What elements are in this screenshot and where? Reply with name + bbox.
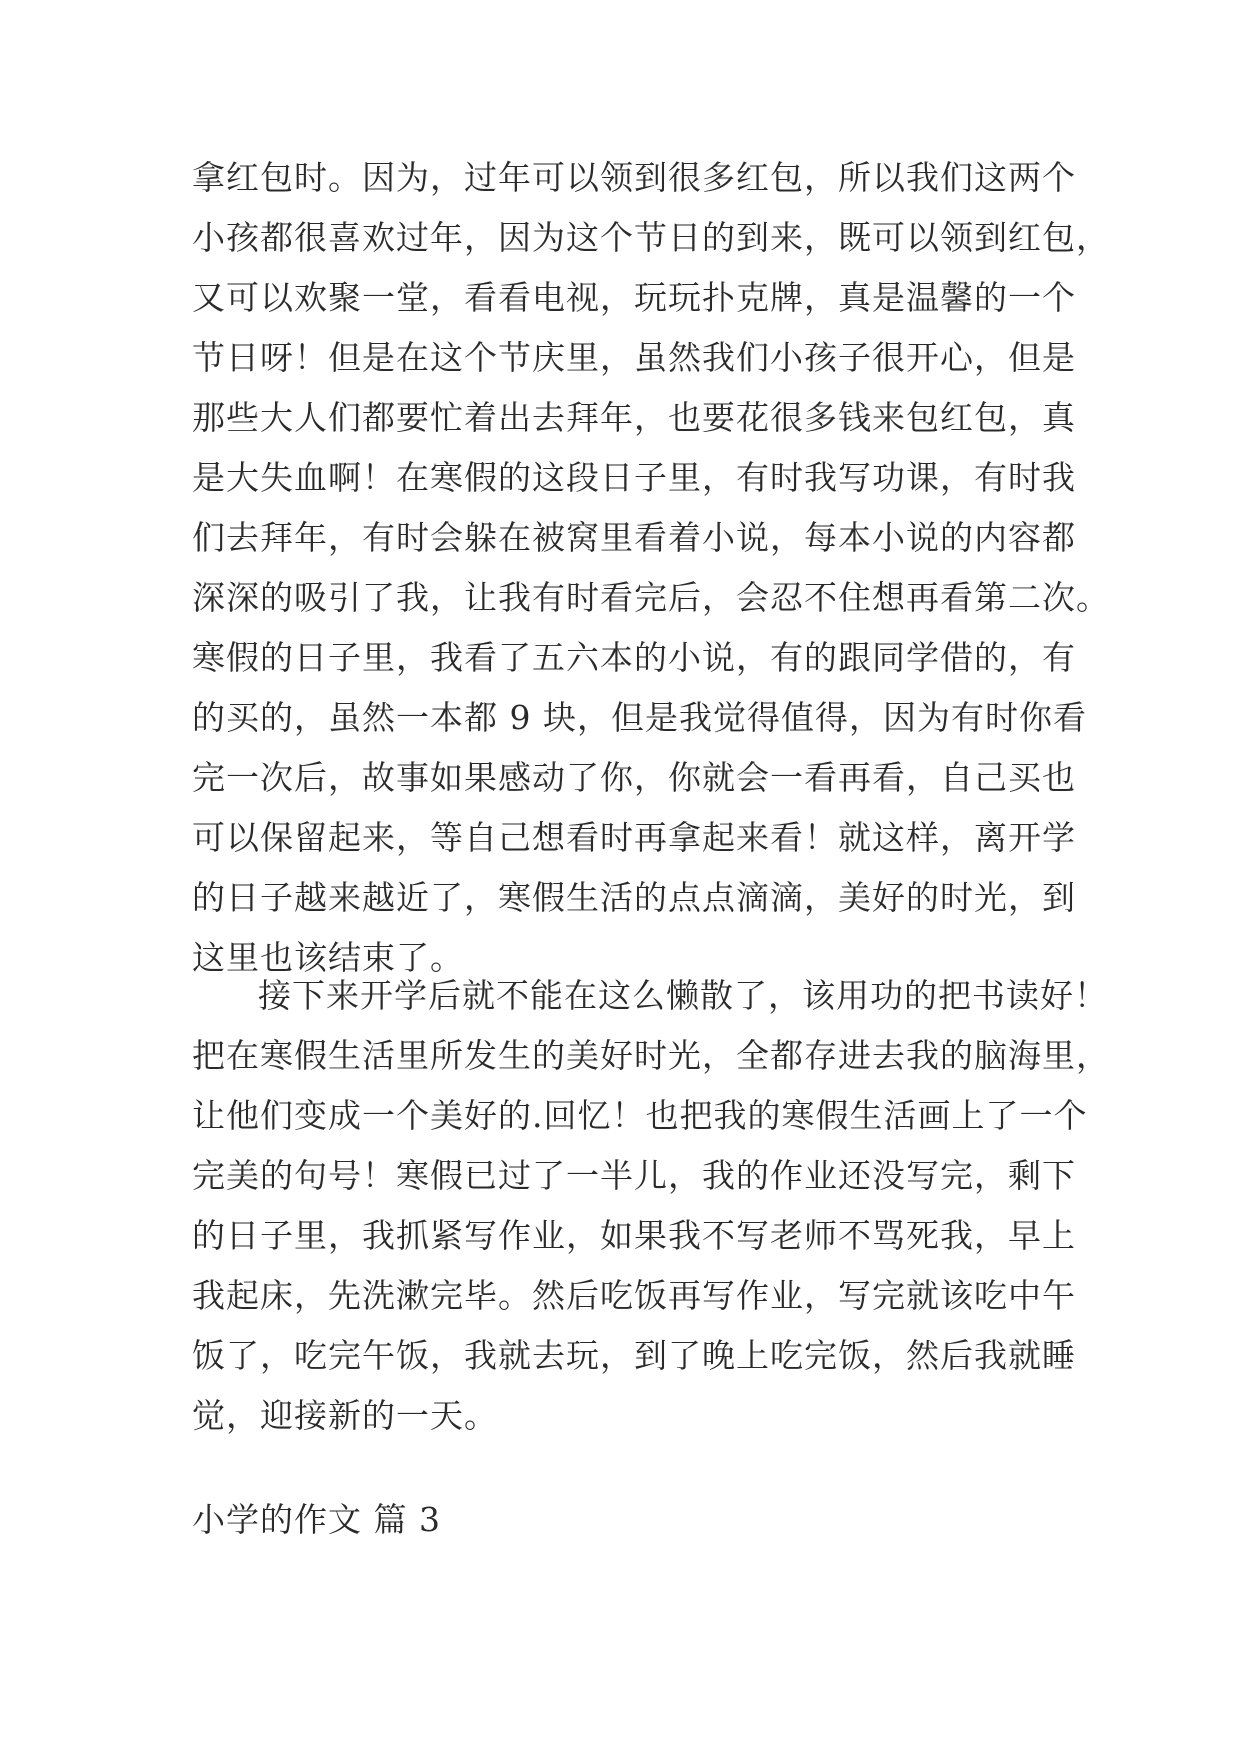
text-line: 可以保留起来，等自己想看时再拿起来看！就这样，离开学 xyxy=(192,818,1076,857)
text-line: 完一次后，故事如果感动了你，你就会一看再看，自己买也 xyxy=(192,758,1076,797)
text-line: 我起床，先洗漱完毕。然后吃饭再写作业，写完就该吃中午 xyxy=(192,1276,1076,1315)
text-line: 觉，迎接新的一天。 xyxy=(192,1396,498,1435)
text-line: 们去拜年，有时会躲在被窝里看着小说，每本小说的内容都 xyxy=(192,518,1076,557)
paragraph-2 xyxy=(192,966,1110,1446)
text-line: 的买的，虽然一本都 9 块，但是我觉得值得，因为有时你看 xyxy=(192,698,1087,737)
text-line: 那些大人们都要忙着出去拜年，也要花很多钱来包红包，真 xyxy=(192,398,1076,437)
text-line: 节日呀！但是在这个节庆里，虽然我们小孩子很开心，但是 xyxy=(192,338,1076,377)
text-line: 这里也该结束了。 xyxy=(192,938,464,977)
text-line: 完美的句号！寒假已过了一半儿，我的作业还没写完，剩下 xyxy=(192,1156,1076,1195)
section-heading: 小学的作文 篇 3 xyxy=(192,1500,441,1539)
text-line: 小孩都很喜欢过年，因为这个节日的到来，既可以领到红包， xyxy=(192,218,1110,257)
text-line: 的日子越来越近了，寒假生活的点点滴滴，美好的时光，到 xyxy=(192,878,1076,917)
text-line: 寒假的日子里，我看了五六本的小说，有的跟同学借的，有 xyxy=(192,638,1076,677)
text-line: 让他们变成一个美好的.回忆！也把我的寒假生活画上了一个 xyxy=(192,1096,1088,1135)
text-line: 拿红包时。因为，过年可以领到很多红包，所以我们这两个 xyxy=(192,158,1076,197)
text-line: 的日子里，我抓紧写作业，如果我不写老师不骂死我，早上 xyxy=(192,1216,1076,1255)
text-line: 饭了，吃完午饭，我就去玩，到了晚上吃完饭，然后我就睡 xyxy=(192,1336,1076,1375)
paragraph-1 xyxy=(192,148,1110,988)
text-line: 是大失血啊！在寒假的这段日子里，有时我写功课，有时我 xyxy=(192,458,1076,497)
text-line: 把在寒假生活里所发生的美好时光，全都存进去我的脑海里， xyxy=(192,1036,1110,1075)
text-line: 接下来开学后就不能在这么懒散了，该用功的把书读好！ xyxy=(258,976,1108,1015)
text-line: 又可以欢聚一堂，看看电视，玩玩扑克牌，真是温馨的一个 xyxy=(192,278,1076,317)
text-line: 深深的吸引了我，让我有时看完后，会忍不住想再看第二次。 xyxy=(192,578,1110,617)
